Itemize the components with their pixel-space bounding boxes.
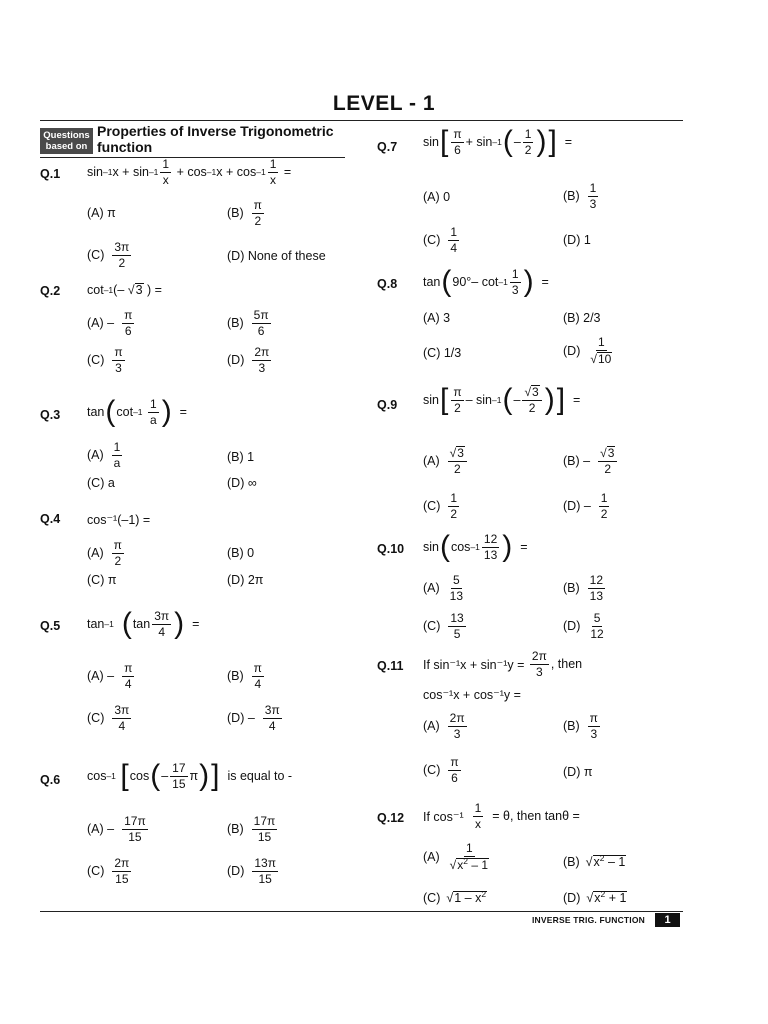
question-text: tan –1 ( tan $\frac{3\pi}{4}$ ) = (87, 607, 200, 640)
question-text: sin ( cos –1 $\frac{12}{13}$ ) = (423, 530, 528, 563)
question-number: Q.3 (40, 408, 61, 422)
question-text: cos⁻¹(–1) = (87, 513, 151, 527)
question-text: cot –1 (– √ 3 ) = (87, 283, 162, 298)
option-d[interactable]: (D) √ $x^2 + 1$ (563, 888, 627, 906)
option-d[interactable]: (D) ∞ (227, 476, 257, 490)
option-b[interactable]: (B) $\frac{\pi}{3}$ (563, 711, 598, 741)
question-number: Q.12 (377, 811, 405, 825)
section-badge (40, 128, 93, 154)
option-c[interactable]: (C) $\frac{3\pi}{2}$ (87, 240, 130, 270)
option-a[interactable]: (A) $\frac{2\pi}{3}$ (423, 711, 465, 741)
option-d[interactable]: (D) – $\frac{3\pi}{4}$ (227, 703, 280, 733)
option-a[interactable]: (A) 3 (423, 311, 451, 325)
option-b[interactable]: (B) √ $x^2 - 1$ (563, 852, 626, 870)
question-text: If cos⁻¹ $\frac{1}{x}$ = θ, then tanθ = (423, 801, 580, 831)
option-b[interactable]: (B) $\frac{12}{13}$ (563, 573, 604, 603)
option-b[interactable]: (B) $\frac{1}{3}$ (563, 181, 597, 211)
question-text: cos –1 [ cos ( – $\frac{17}{15}$ π ) ] is equal to - (87, 759, 293, 792)
badge-line-1: Questions (43, 130, 90, 141)
option-b[interactable]: (B) $\frac{\pi}{2}$ (227, 198, 262, 228)
option-c[interactable]: (C) $\frac{3\pi}{4}$ (87, 703, 130, 733)
option-b[interactable]: (B) – $\frac{√3}{2}$ (563, 446, 619, 476)
option-a[interactable]: (A) $\frac{1}{a}$ (87, 440, 121, 470)
footer-label: INVERSE TRIG. FUNCTION (532, 915, 646, 925)
option-b[interactable]: (B) 2/3 (563, 311, 601, 325)
option-d[interactable]: (D) 2π (227, 573, 264, 587)
question-number: Q.9 (377, 398, 398, 412)
option-d[interactable]: (D) $\frac{1}{√10}$ (563, 335, 612, 366)
option-c[interactable]: (C) $\frac{1}{4}$ (423, 225, 458, 255)
section-title-line-2: function (97, 139, 153, 155)
question-text: tan ( cot –1 $\frac{1}{a}$ ) = (87, 395, 187, 428)
question-number: Q.4 (40, 512, 61, 526)
question-number: Q.7 (377, 140, 398, 154)
option-c[interactable]: (C) a (87, 476, 115, 490)
option-a[interactable]: (A) π (87, 206, 116, 220)
question-number: Q.6 (40, 773, 61, 787)
question-text: sin [ $\frac{\pi}{2}$ – sin –1 ( – $\frac{√3}{2}$ ) ] = (423, 383, 581, 416)
question-text: sin –1 x + sin –1 $\frac{1}{x}$ + cos –1 x + cos –1 $\frac{1}{x}$ = (87, 157, 292, 187)
question-number: Q.2 (40, 284, 61, 298)
option-a[interactable]: (A) $\frac{5}{13}$ (423, 573, 464, 603)
option-d[interactable]: (D) 1 (563, 233, 591, 247)
section-title-line-1: Properties of Inverse Trigonometric (97, 123, 334, 139)
option-d[interactable]: (D) $\frac{13\pi}{15}$ (227, 856, 276, 886)
option-d[interactable]: (D) None of these (227, 249, 326, 263)
option-b[interactable]: (B) $\frac{17\pi}{15}$ (227, 814, 276, 844)
option-a[interactable]: (A) – $\frac{\pi}{6}$ (87, 308, 133, 338)
option-b[interactable]: (B) 1 (227, 450, 255, 464)
option-c[interactable]: (C) $\frac{1}{2}$ (423, 491, 458, 521)
option-d[interactable]: (D) $\frac{2\pi}{3}$ (227, 345, 270, 375)
question-number: Q.5 (40, 619, 61, 633)
question-number: Q.11 (377, 659, 404, 673)
badge-line-2: based on (45, 141, 88, 152)
option-b[interactable]: (B) 0 (227, 546, 255, 560)
question-text: sin [ $\frac{\pi}{6}$ + sin –1 ( – $\frac{1}{2}$ ) ] = (423, 125, 573, 158)
footer-rule (40, 911, 683, 912)
header-rule (40, 120, 683, 121)
option-a[interactable]: (A) – $\frac{17\pi}{15}$ (87, 814, 146, 844)
question-text: If sin⁻¹x + sin⁻¹y = $\frac{2\pi}{3}$ , then (423, 649, 583, 679)
option-c[interactable]: (C) π (87, 573, 117, 587)
option-d[interactable]: (D) $\frac{5}{12}$ (563, 611, 604, 641)
question-text-line-2: cos⁻¹x + cos⁻¹y = (423, 688, 521, 702)
option-a[interactable]: (A) $\frac{√3}{2}$ (423, 446, 469, 476)
question-number: Q.8 (377, 277, 398, 291)
page-number: 1 (655, 913, 680, 927)
question-text: tan ( 90°– cot –1 $\frac{1}{3}$ ) = (423, 265, 549, 298)
question-number: Q.1 (40, 167, 61, 181)
page-title: LEVEL - 1 (332, 92, 436, 115)
option-c[interactable]: (C) 1/3 (423, 346, 462, 360)
option-c[interactable]: (C) $\frac{2\pi}{15}$ (87, 856, 130, 886)
option-a[interactable]: (A) $\frac{1}{√x^2 - 1}$ (423, 841, 489, 872)
option-c[interactable]: (C) √ $1 - x^2$ (423, 888, 487, 906)
section-title (97, 123, 334, 155)
option-d[interactable]: (D) – $\frac{1}{2}$ (563, 491, 608, 521)
option-c[interactable]: (C) $\frac{\pi}{6}$ (423, 755, 459, 785)
option-a[interactable]: (A) – $\frac{\pi}{4}$ (87, 661, 133, 691)
option-b[interactable]: (B) $\frac{\pi}{4}$ (227, 661, 262, 691)
option-b[interactable]: (B) $\frac{5\pi}{6}$ (227, 308, 269, 338)
option-a[interactable]: (A) 0 (423, 190, 451, 204)
option-c[interactable]: (C) $\frac{\pi}{3}$ (87, 345, 123, 375)
option-a[interactable]: (A) $\frac{\pi}{2}$ (87, 538, 122, 568)
option-c[interactable]: (C) $\frac{13}{5}$ (423, 611, 464, 641)
option-d[interactable]: (D) π (563, 765, 593, 779)
question-number: Q.10 (377, 542, 405, 556)
